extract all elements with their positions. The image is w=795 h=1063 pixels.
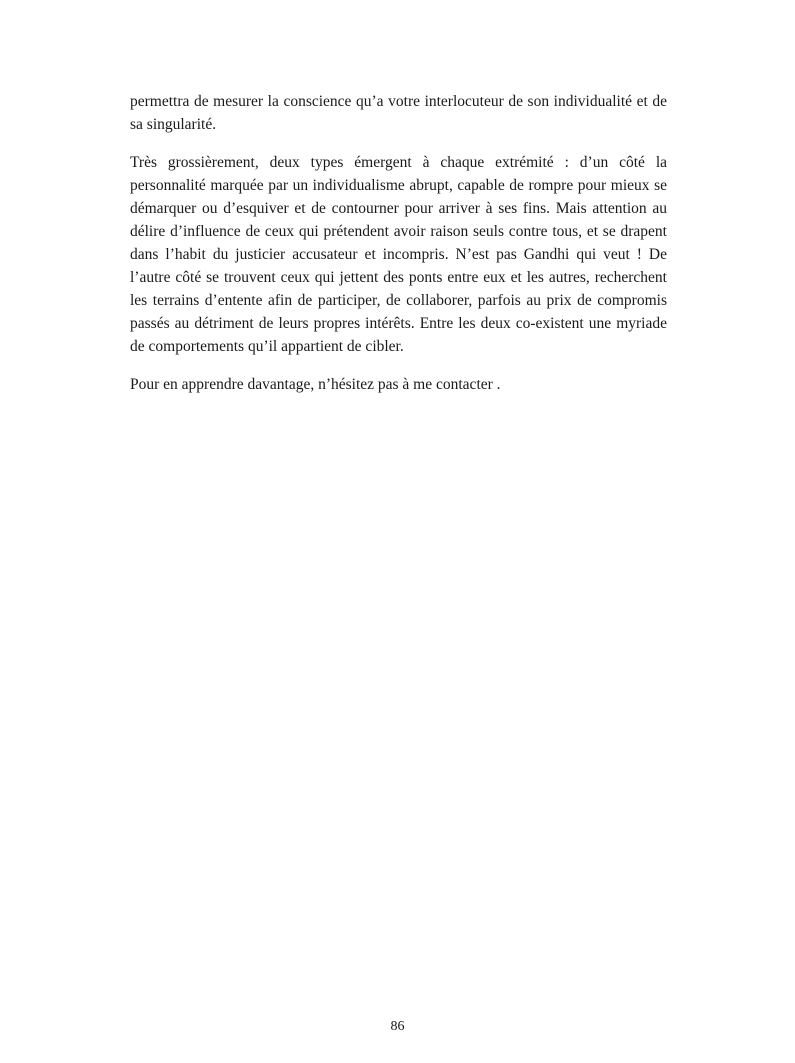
text-block (130, 90, 667, 411)
paragraph-closing: Pour en apprendre davantage, n’hésitez pas à me contacter . (130, 376, 501, 393)
paragraph-body: Très grossièrement, deux types émergent à chaque extrémité : d’un côté la personnalité marquée par un individualisme abrupt, capable de rompre pour mieux se démarquer ou d’esquiver et de contourner pour arriver à ses fins. Mais attention au délire d’influence de ceux qui prétendent avoir raison seuls contre tous, et se drapent dans l’habit du justicier accusateur et incompris. N’est pas Gandhi qui veut ! De l’autre côté se trouvent ceux qui jettent des ponts entre eux et les autres, recherchent les terrains d’entente afin de participer, de collaborer, parfois au prix de compromis passés au détriment de leurs propres intérêts. Entre les deux co-existent une myriade de comportements qu’il appartient de cibler. (130, 154, 667, 355)
page-number: 86 (390, 1019, 405, 1034)
paragraph-continuation: permettra de mesurer la conscience qu’a votre interlocuteur de son individualité et de sa singularité. (130, 93, 667, 133)
